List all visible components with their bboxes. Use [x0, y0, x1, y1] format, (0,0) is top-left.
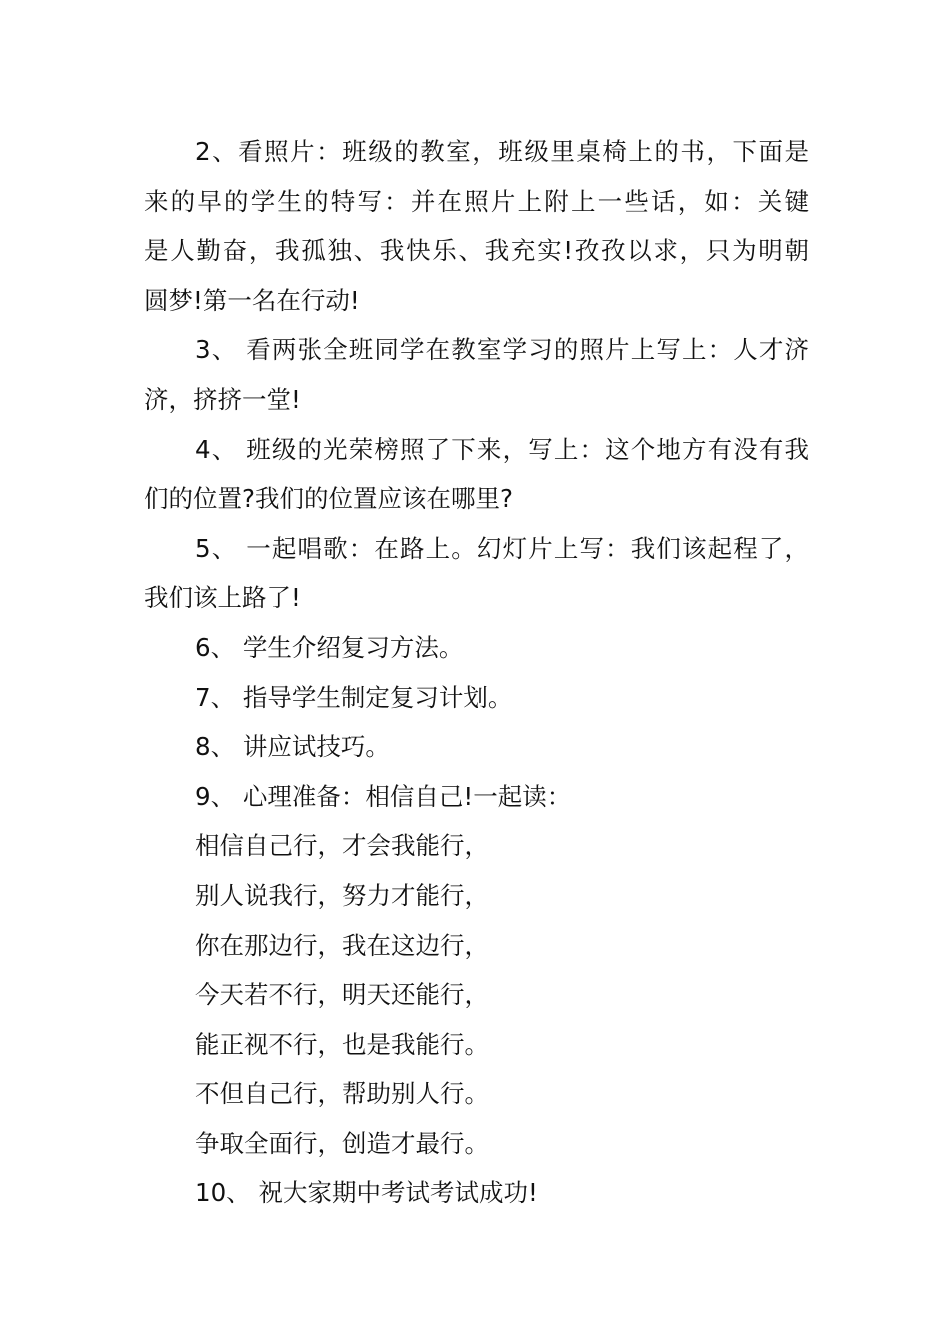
poem-line-6: 不但自己行，帮助别人行。 — [195, 1079, 489, 1109]
item-9: 9、 心理准备：相信自己!一起读： — [195, 781, 572, 811]
poem-line-1: 相信自己行，才会我能行， — [195, 831, 489, 861]
poem-line-7: 争取全面行，创造才最行。 — [195, 1128, 489, 1158]
poem-line-4: 今天若不行，明天还能行， — [195, 980, 489, 1010]
document-body — [144, 127, 809, 1218]
item-2-line-3: 是人勤奋，我孤独、我快乐、我充实!孜孜以求，只为明朝 — [144, 236, 809, 266]
item-4-line-1: 4、 班级的光荣榜照了下来，写上：这个地方有没有我 — [195, 434, 809, 464]
poem-line-3: 你在那边行，我在这边行， — [195, 930, 489, 960]
item-2-line-2: 来的早的学生的特写：并在照片上附上一些话，如：关键 — [144, 186, 809, 216]
item-5-line-1: 5、 一起唱歌：在路上。幻灯片上写：我们该起程了， — [195, 533, 809, 563]
item-7: 7、 指导学生制定复习计划。 — [195, 682, 513, 712]
poem-line-2: 别人说我行，努力才能行， — [195, 880, 489, 910]
poem-line-5: 能正视不行，也是我能行。 — [195, 1029, 489, 1059]
item-3-line-1: 3、 看两张全班同学在教室学习的照片上写上：人才济 — [195, 335, 809, 365]
item-2-line-4: 圆梦!第一名在行动! — [144, 285, 360, 315]
item-2-line-1: 2、看照片：班级的教室，班级里桌椅上的书，下面是 — [195, 137, 809, 166]
item-6: 6、 学生介绍复习方法。 — [195, 632, 464, 662]
item-4-line-2: 们的位置?我们的位置应该在哪里? — [144, 484, 514, 514]
item-10: 10、 祝大家期中考试考试成功! — [195, 1178, 538, 1208]
item-8: 8、 讲应试技巧。 — [195, 732, 390, 762]
item-5-line-2: 我们该上路了! — [144, 583, 301, 613]
item-3-line-2: 济，挤挤一堂! — [144, 384, 301, 414]
